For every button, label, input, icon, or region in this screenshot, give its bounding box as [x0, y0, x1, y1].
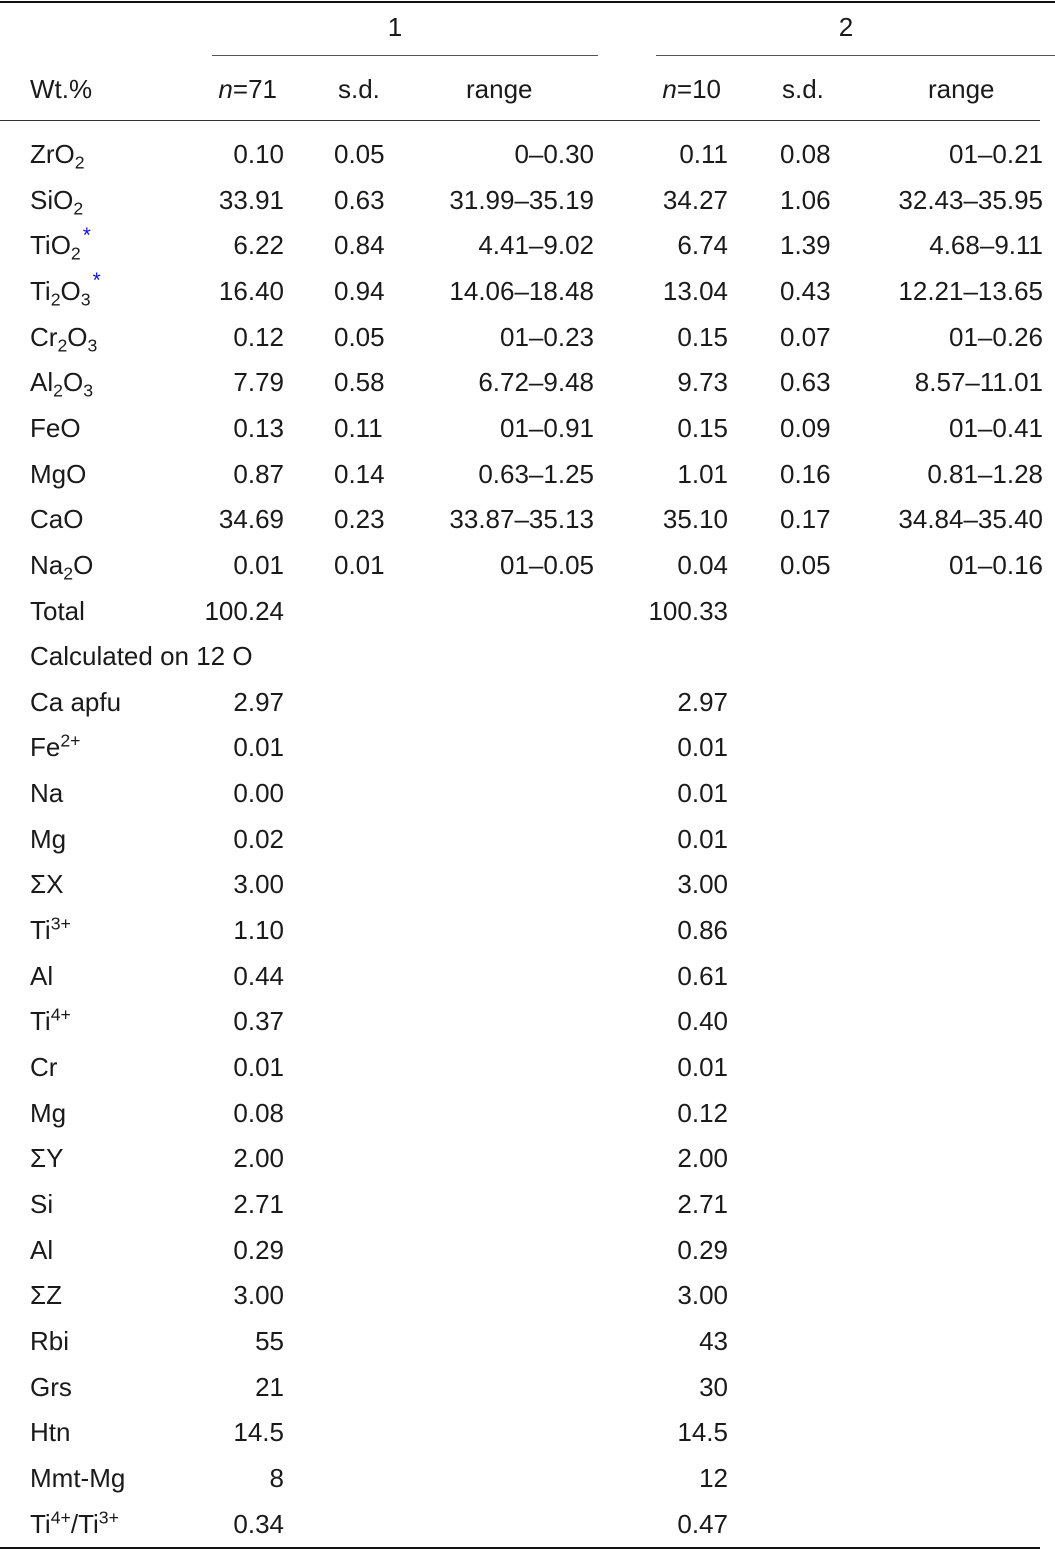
row-label: Mg: [30, 823, 67, 854]
value-group-2: 0.40: [677, 1006, 728, 1037]
value-group-1: 6.22: [233, 230, 284, 261]
sd-group-1: 0.84: [334, 230, 385, 261]
table-row: [0, 1045, 1055, 1090]
value-group-1: 0.87: [233, 458, 284, 489]
range-group-2: 34.84–35.40: [898, 504, 1043, 535]
row-label: Rbi: [30, 1325, 70, 1356]
sd-group-1: 0.05: [334, 321, 385, 352]
value-group-2: 0.61: [677, 960, 728, 991]
row-label: MgO: [30, 458, 87, 489]
value-group-1: 0.01: [233, 549, 284, 580]
value-group-1: 0.13: [233, 412, 284, 443]
value-group-1: 2.00: [233, 1143, 284, 1174]
range-group-1: 14.06–18.48: [449, 275, 594, 306]
value-group-1: 55: [255, 1325, 284, 1356]
range-group-1: 4.41–9.02: [478, 230, 594, 261]
table-row: [0, 452, 1055, 497]
row-label: SiO$_2$: [30, 184, 84, 218]
range-group-2: 01–0.16: [949, 549, 1043, 580]
sd-group-2: 1.39: [780, 230, 831, 261]
range-group-1: 0–0.30: [514, 139, 594, 169]
header-sd-group-2: s.d.: [782, 74, 824, 104]
header-range-group-2: range: [928, 74, 995, 104]
value-group-2: 9.73: [677, 367, 728, 398]
row-label: $Ti^{4+}/Ti^{3+}$: [30, 1506, 119, 1539]
header-wt-percent: Wt.%: [30, 74, 93, 104]
value-group-1: 0.37: [233, 1006, 284, 1037]
row-label: $Al_2O_3$: [30, 367, 94, 401]
sd-group-1: 0.14: [334, 458, 385, 489]
header-rule: [0, 120, 1040, 121]
value-group-2: 0.01: [677, 778, 728, 809]
value-group-1: 1.10: [233, 915, 284, 946]
value-group-1: 0.02: [233, 823, 284, 854]
table-row: [0, 1182, 1055, 1227]
range-group-1: 31.99–35.19: [449, 184, 594, 215]
value-group-2: 0.47: [677, 1508, 728, 1539]
sd-group-1: 0.58: [334, 367, 385, 398]
value-group-1: 7.79: [233, 367, 284, 398]
group-2-rule: [656, 55, 1055, 56]
table-bottom-rule: [0, 1547, 1040, 1549]
sd-group-2: 0.17: [780, 504, 831, 535]
row-label: Cr: [30, 1052, 58, 1082]
row-label: ΣZ: [30, 1280, 62, 1311]
group-1-label: 1: [387, 12, 403, 42]
sd-group-1: 0.94: [334, 275, 385, 306]
table-row: [0, 1228, 1055, 1273]
table-row: [0, 497, 1055, 542]
range-group-1: 01–0.05: [500, 549, 594, 580]
row-label: $Fe^{2+}$: [30, 730, 81, 763]
value-group-2: 2.00: [677, 1143, 728, 1174]
value-group-2: 30: [699, 1371, 728, 1402]
table-row: [0, 360, 1055, 405]
value-group-1: 3.00: [233, 869, 284, 900]
value-group-2: 43: [699, 1325, 728, 1356]
range-group-2: 0.81–1.28: [927, 458, 1043, 489]
sd-group-2: 0.08: [780, 139, 831, 169]
value-group-2: 3.00: [677, 869, 728, 900]
table-row: [0, 1410, 1055, 1455]
table-row: [0, 1365, 1055, 1410]
row-label: Mg: [30, 1097, 67, 1128]
table-row: [0, 954, 1055, 999]
value-group-2: 35.10: [662, 504, 728, 535]
row-label: Al: [30, 960, 54, 991]
row-label: ΣX: [30, 869, 64, 900]
footnote-asterisk: *: [82, 223, 91, 247]
table-row: [0, 269, 1055, 314]
row-label: FeO: [30, 412, 81, 443]
range-group-2: 32.43–35.95: [898, 184, 1043, 215]
sd-group-1: 0.05: [334, 139, 385, 169]
value-group-2: 0.15: [677, 321, 728, 352]
value-group-1: 0.01: [233, 1052, 284, 1082]
sd-group-2: 0.63: [780, 367, 831, 398]
value-group-1: 0.34: [233, 1508, 284, 1539]
range-group-1: 01–0.23: [500, 321, 594, 352]
value-group-2: 0.11: [679, 139, 728, 169]
table-row: [0, 178, 1055, 223]
value-group-1: 0.08: [233, 1097, 284, 1128]
value-group-2: 3.00: [677, 1280, 728, 1311]
value-group-1: 34.69: [218, 504, 284, 535]
value-group-2: 0.29: [677, 1234, 728, 1265]
row-label: $Cr_2O_3$: [30, 321, 98, 355]
row-label: ΣY: [30, 1143, 64, 1174]
row-label: Total: [30, 595, 85, 626]
value-group-1: 0.01: [233, 732, 284, 763]
value-group-1: 0.10: [233, 139, 284, 169]
table-row: [0, 1091, 1055, 1136]
row-label: Na: [30, 778, 64, 809]
table-top-rule: [0, 1, 1055, 3]
value-group-1: 2.71: [233, 1188, 284, 1219]
table-row: [0, 725, 1055, 770]
table-row: [0, 680, 1055, 725]
value-group-2: 1.01: [677, 458, 728, 489]
table-row: [0, 1319, 1055, 1364]
table-row: [0, 1273, 1055, 1318]
range-group-2: 01–0.26: [949, 321, 1043, 352]
value-group-1: 2.97: [233, 686, 284, 717]
header-n-group-1: n=71: [218, 74, 277, 104]
table-row: [0, 315, 1055, 360]
header-n-group-2: n=10: [662, 74, 721, 104]
value-group-1: 0.00: [233, 778, 284, 809]
table-row: [0, 589, 1055, 634]
value-group-2: 2.97: [677, 686, 728, 717]
row-label: $Ti^{4+}$: [30, 1004, 71, 1037]
value-group-2: 13.04: [662, 275, 728, 306]
table-row: [0, 1456, 1055, 1501]
row-label: Si: [30, 1188, 54, 1219]
value-group-2: 34.27: [662, 184, 728, 215]
value-group-1: 0.44: [233, 960, 284, 991]
value-group-1: 100.24: [204, 595, 284, 626]
row-label: $Ti^{3+}$: [30, 913, 71, 946]
table-row: [0, 406, 1055, 451]
sd-group-2: 0.43: [780, 275, 831, 306]
range-group-2: 12.21–13.65: [898, 275, 1043, 306]
table-row: [0, 817, 1055, 862]
value-group-1: 21: [255, 1371, 284, 1402]
table-row: [0, 862, 1055, 907]
value-group-1: 0.12: [233, 321, 284, 352]
value-group-2: 0.01: [677, 732, 728, 763]
value-group-2: 6.74: [677, 230, 728, 261]
row-label: Mmt-Mg: [30, 1462, 126, 1493]
group-1-rule: [212, 55, 598, 56]
sd-group-2: 0.16: [780, 458, 831, 489]
sd-group-1: 0.11: [334, 412, 383, 443]
range-group-2: 4.68–9.11: [929, 230, 1043, 261]
row-label: Al: [30, 1234, 54, 1265]
range-group-1: 01–0.91: [500, 412, 594, 443]
value-group-2: 0.86: [677, 915, 728, 946]
value-group-2: 0.01: [677, 823, 728, 854]
sd-group-2: 0.07: [780, 321, 831, 352]
row-label: Grs: [30, 1371, 72, 1402]
table-row: [0, 634, 1055, 679]
value-group-2: 0.04: [677, 549, 728, 580]
table-row: [0, 543, 1055, 588]
row-label: Calculated on 12 O: [30, 641, 253, 672]
row-label: ZrO$_2$: [30, 139, 85, 173]
group-2-label: 2: [838, 12, 854, 42]
table-row: [0, 1502, 1055, 1547]
range-group-2: 8.57–11.01: [914, 367, 1043, 398]
row-label: Ca apfu: [30, 686, 122, 717]
value-group-2: 2.71: [677, 1188, 728, 1219]
range-group-1: 0.63–1.25: [478, 458, 594, 489]
header-range-group-1: range: [466, 74, 533, 104]
value-group-2: 14.5: [677, 1417, 728, 1448]
table-row: [0, 223, 1055, 268]
range-group-1: 33.87–35.13: [449, 504, 594, 535]
range-group-2: 01–0.41: [949, 412, 1043, 443]
footnote-asterisk: *: [92, 269, 101, 293]
range-group-2: 01–0.21: [949, 139, 1043, 169]
range-group-1: 6.72–9.48: [478, 367, 594, 398]
sd-group-1: 0.63: [334, 184, 385, 215]
value-group-1: 16.40: [218, 275, 284, 306]
table-row: [0, 999, 1055, 1044]
value-group-1: 14.5: [233, 1417, 284, 1448]
sd-group-2: 1.06: [780, 184, 831, 215]
value-group-2: 0.12: [677, 1097, 728, 1128]
value-group-2: 0.01: [677, 1052, 728, 1082]
table-row: [0, 1136, 1055, 1181]
value-group-1: 3.00: [233, 1280, 284, 1311]
sd-group-2: 0.05: [780, 549, 831, 580]
value-group-2: 0.15: [677, 412, 728, 443]
value-group-2: 100.33: [648, 595, 728, 626]
value-group-2: 12: [699, 1462, 728, 1493]
row-label: $Ti_2O_3^*$: [30, 269, 101, 310]
sd-group-2: 0.09: [780, 412, 831, 443]
row-label: $Na_2O$: [30, 549, 94, 584]
row-label: TiO$_2$*: [30, 223, 91, 264]
header-sd-group-1: s.d.: [338, 74, 380, 104]
row-label: CaO: [30, 504, 84, 535]
table-row: [0, 771, 1055, 816]
table-row: [0, 132, 1055, 177]
value-group-1: 0.29: [233, 1234, 284, 1265]
value-group-1: 33.91: [218, 184, 284, 215]
row-label: Htn: [30, 1417, 71, 1448]
sd-group-1: 0.23: [334, 504, 385, 535]
sd-group-1: 0.01: [334, 549, 385, 580]
value-group-1: 8: [269, 1462, 284, 1493]
table-row: [0, 908, 1055, 953]
